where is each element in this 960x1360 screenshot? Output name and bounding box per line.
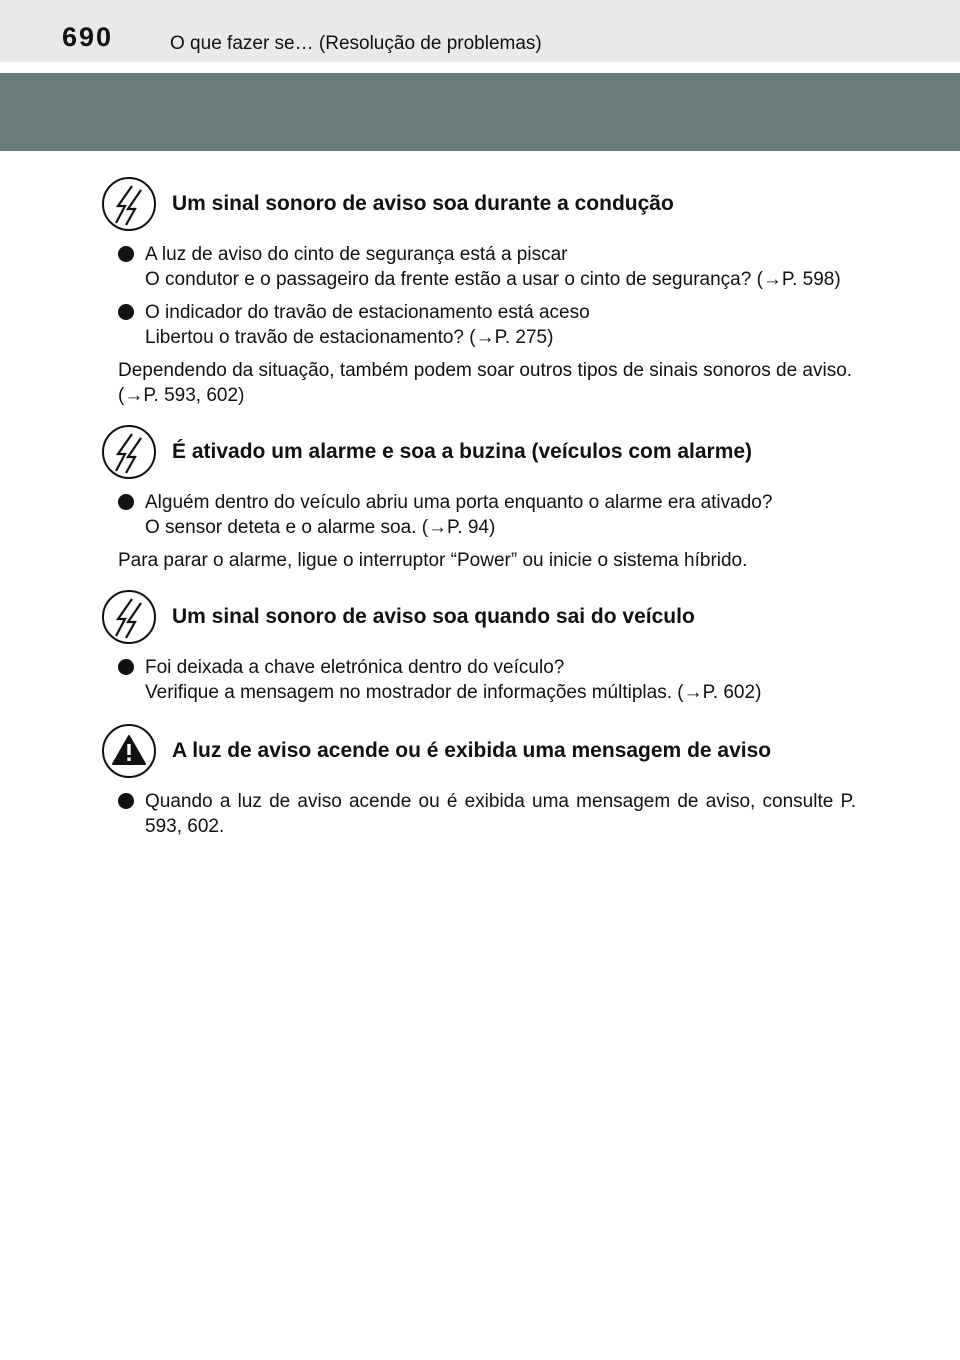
list-item	[118, 242, 856, 292]
bullet-dot	[118, 793, 134, 809]
bullet-main: O indicador do travão de estacionamento está aceso	[145, 302, 590, 323]
list-item	[118, 789, 856, 839]
section-warning-buzzer-exit	[118, 589, 856, 705]
bullet-main: Quando a luz de aviso acende ou é exibida uma mensagem de aviso, consulte P. 593, 602.	[145, 791, 856, 837]
bullet-dot	[118, 494, 134, 510]
lightning-circle-icon	[101, 424, 157, 480]
page-number: 690	[62, 22, 114, 52]
list-item	[118, 300, 856, 350]
list-item	[118, 490, 856, 540]
bullet-main: A luz de aviso do cinto de segurança está a piscar	[145, 244, 568, 265]
bullet-dot	[118, 659, 134, 675]
section-note	[118, 358, 856, 408]
section-title: É ativado um alarme e soa a buzina (veículos com alarme)	[172, 440, 753, 463]
section-header	[102, 176, 856, 232]
section-header	[102, 589, 856, 645]
bullet-dot	[118, 304, 134, 320]
list-item	[118, 655, 856, 705]
section-title: Um sinal sonoro de aviso soa durante a condução	[172, 192, 674, 215]
warning-triangle-circle-icon	[101, 723, 157, 779]
bullet-sub: O condutor e o passageiro da frente estão a usar o cinto de segurança? (→P. 598)	[145, 269, 841, 290]
bullet-dot	[118, 246, 134, 262]
section-header	[102, 723, 856, 779]
section-title: A luz de aviso acende ou é exibida uma mensagem de aviso	[172, 739, 772, 762]
section-warning-buzzer-driving	[118, 176, 856, 408]
section-note	[118, 548, 856, 573]
section-alarm-horn	[118, 424, 856, 573]
section-header	[102, 424, 856, 480]
note-line: (→P. 593, 602)	[118, 385, 245, 406]
running-title: O que fazer se… (Resolução de problemas)	[170, 33, 542, 54]
lightning-circle-icon	[101, 589, 157, 645]
bullet-main: Alguém dentro do veículo abriu uma porta enquanto o alarme era ativado?	[145, 492, 773, 513]
note-line: Para parar o alarme, ligue o interruptor “Power” ou inicie o sistema híbrido.	[118, 550, 748, 571]
bullet-main: Foi deixada a chave eletrónica dentro do veículo?	[145, 657, 565, 678]
header-bar	[0, 73, 960, 151]
content	[118, 176, 856, 847]
bullet-sub: Libertou o travão de estacionamento? (→P. 275)	[145, 327, 554, 348]
section-title: Um sinal sonoro de aviso soa quando sai do veículo	[172, 605, 695, 628]
section-warning-light-message	[118, 723, 856, 839]
lightning-circle-icon	[101, 176, 157, 232]
bullet-sub: O sensor deteta e o alarme soa. (→P. 94)	[145, 517, 496, 538]
note-line: Dependendo da situação, também podem soar outros tipos de sinais sonoros de aviso.	[118, 360, 853, 381]
bullet-sub: Verifique a mensagem no mostrador de informações múltiplas. (→P. 602)	[145, 682, 762, 703]
